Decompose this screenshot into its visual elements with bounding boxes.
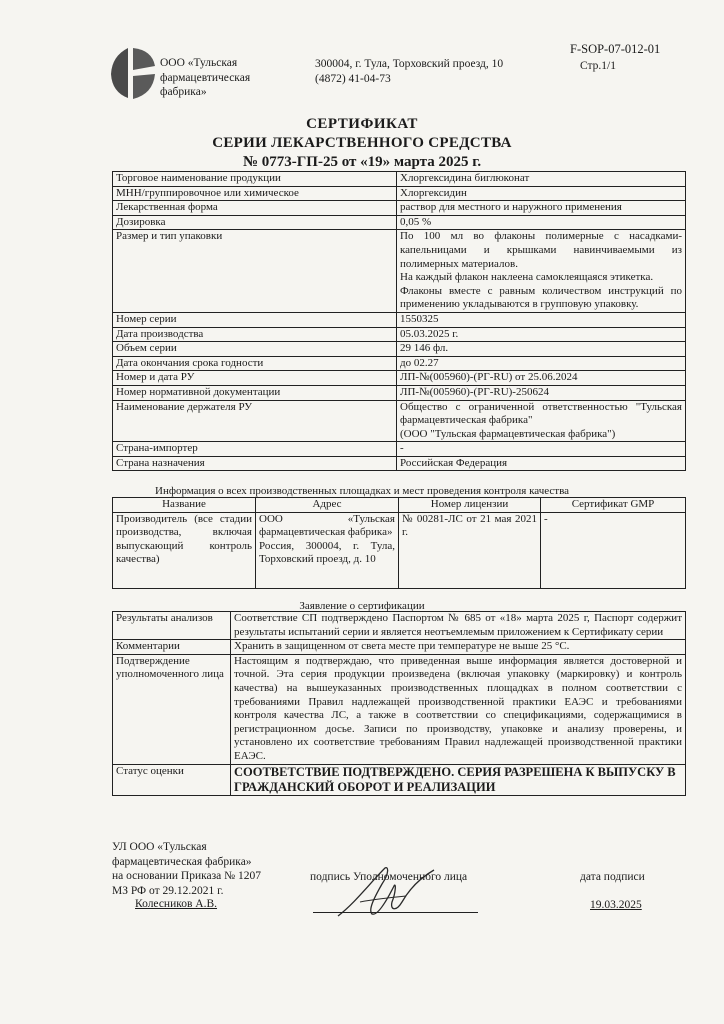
table-row <box>113 356 686 371</box>
field-value: Настоящим я подтверждаю, что приведенная выше информация является достоверной и точной. Эта серия продукции произведена (включая упаковку (маркировку) и контроль качества) на вышеуказанных производственных площадках в полном соответствии с требованиями Правил надлежащей производственной практики ЕАЭС и требованиями контроля качества ЛС, а также в соответствии со спецификациями, содержащимися в регистрационном досье. Записи по производству, упаковке и анализу проверены, и установлено их соответствие требованиям Правил надлежащей производственной практики ЕАЭС. <box>231 654 686 764</box>
field-value: Общество с ограниченной ответственностью "Тульская фармацевтическая фабрика" (ООО "Тульская фармацевтическая фабрика") <box>397 400 686 442</box>
field-label: Номер нормативной документации <box>113 385 397 400</box>
field-value: Хранить в защищенном от света месте при температуре не выше 25 °С. <box>231 640 686 655</box>
field-label: МНН/группировочное или химическое <box>113 186 397 201</box>
doc-subtitle: СЕРИИ ЛЕКАРСТВЕННОГО СРЕДСТВА <box>212 135 512 151</box>
field-value: Хлоргексидина биглюконат <box>397 172 686 187</box>
field-value: ЛП-№(005960)-(РГ-RU) от 25.06.2024 <box>397 371 686 386</box>
column-header: Номер лицензии <box>399 498 541 513</box>
field-label: Комментарии <box>113 640 231 655</box>
field-value: 29 146 фл. <box>397 342 686 357</box>
field-label: Размер и тип упаковки <box>113 230 397 313</box>
certificate-number: № 0773-ГП-25 от «19» марта 2025 г. <box>242 154 482 170</box>
signature-line <box>313 912 478 913</box>
table-header-row <box>113 498 686 513</box>
signature-label: подпись Уполномоченного лица <box>310 871 468 883</box>
document-id: F-SOP-07-012-01 <box>570 42 661 56</box>
field-value: Соответствие СП подтверждено Паспортом № 685 от «18» марта 2025 г, Паспорт содержит результаты испытаний серии и является неотъемлемым приложением к Сертификату серии <box>231 612 686 640</box>
field-label: Торговое наименование продукции <box>113 172 397 187</box>
authorized-person-name: Колесников А.В. <box>135 898 218 910</box>
table-row <box>113 612 686 640</box>
table-row <box>113 442 686 457</box>
field-label: Объем серии <box>113 342 397 357</box>
field-label: Статус оценки <box>113 764 231 795</box>
field-value: - <box>397 442 686 457</box>
field-value: Российская Федерация <box>397 456 686 471</box>
field-value: ЛП-№(005960)-(РГ-RU)-250624 <box>397 385 686 400</box>
table-row <box>113 400 686 442</box>
field-label: Лекарственная форма <box>113 201 397 216</box>
table-row <box>113 230 686 313</box>
field-label: Дата окончания срока годности <box>113 356 397 371</box>
field-label: Дата производства <box>113 327 397 342</box>
table-row <box>113 186 686 201</box>
field-value: По 100 мл во флаконы полимерные с насадками-капельницами и крышками навинчиваемыми из полимерных материалов. На каждый флакон наклеена самоклеящаяся этикетка. Флаконы вместе с равным количеством инструкций по применению укладываются в групповую упаковку. <box>397 230 686 313</box>
field-label: Дозировка <box>113 215 397 230</box>
doc-title: СЕРТИФИКАТ <box>306 116 418 132</box>
sites-table <box>112 497 686 589</box>
field-value: Хлоргексидин <box>397 186 686 201</box>
column-header: Сертификат GMP <box>541 498 686 513</box>
table-row <box>113 172 686 187</box>
site-gmp: - <box>541 512 686 588</box>
page-number: Стр.1/1 <box>580 60 617 72</box>
field-value: 1550325 <box>397 312 686 327</box>
field-value: до 02.27 <box>397 356 686 371</box>
company-address: 300004, г. Тула, Торховский проезд, 10 (4872) 41-04-73 <box>315 58 504 85</box>
table-row <box>113 327 686 342</box>
table-row <box>113 764 686 795</box>
company-name: ООО «Тульская фармацевтическая фабрика» <box>160 57 251 98</box>
column-header: Адрес <box>256 498 399 513</box>
signature-date: 19.03.2025 <box>590 899 642 911</box>
table-row <box>113 312 686 327</box>
product-table <box>112 171 686 471</box>
table-row <box>113 342 686 357</box>
table-row <box>113 215 686 230</box>
field-value: 05.03.2025 г. <box>397 327 686 342</box>
authorized-person-block: УЛ ООО «Тульская фармацевтическая фабрика» на основании Приказа № 1207 МЗ РФ от 29.12.2021 г. <box>112 841 261 897</box>
declaration-heading: Заявление о сертификации <box>299 600 425 612</box>
table-row <box>113 371 686 386</box>
site-address: ООО «Тульская фармацевтическая фабрика» Россия, 300004, г. Тула, Торховский проезд, д. 10 <box>256 512 399 588</box>
handwritten-signature <box>330 858 440 928</box>
company-phone: (4872) 41-04-73 <box>315 72 391 85</box>
table-row <box>113 456 686 471</box>
table-row <box>113 385 686 400</box>
field-label: Подтверждение уполномоченного лица <box>113 654 231 764</box>
status-value: СООТВЕТСТВИЕ ПОДТВЕРЖДЕНО. СЕРИЯ РАЗРЕШЕНА К ВЫПУСКУ В ГРАЖДАНСКИЙ ОБОРОТ И РЕАЛИЗАЦИИ <box>231 764 686 795</box>
field-value: 0,05 % <box>397 215 686 230</box>
field-label: Результаты анализов <box>113 612 231 640</box>
column-header: Название <box>113 498 256 513</box>
site-name: Производитель (все стадии производства, включая выпускающий контроль качества) <box>113 512 256 588</box>
table-row <box>113 640 686 655</box>
field-label: Страна назначения <box>113 456 397 471</box>
field-label: Наименование держателя РУ <box>113 400 397 442</box>
sites-heading: Информация о всех производственных площадках и мест проведения контроля качества <box>155 485 569 497</box>
company-logo-icon <box>108 44 158 102</box>
declaration-table <box>112 611 686 796</box>
table-row <box>113 512 686 588</box>
field-label: Номер серии <box>113 312 397 327</box>
field-label: Номер и дата РУ <box>113 371 397 386</box>
field-label: Страна-импортер <box>113 442 397 457</box>
table-row <box>113 201 686 216</box>
field-value: раствор для местного и наружного применения <box>397 201 686 216</box>
site-license: № 00281-ЛС от 21 мая 2021 г. <box>399 512 541 588</box>
table-row <box>113 654 686 764</box>
date-label: дата подписи <box>580 871 645 883</box>
